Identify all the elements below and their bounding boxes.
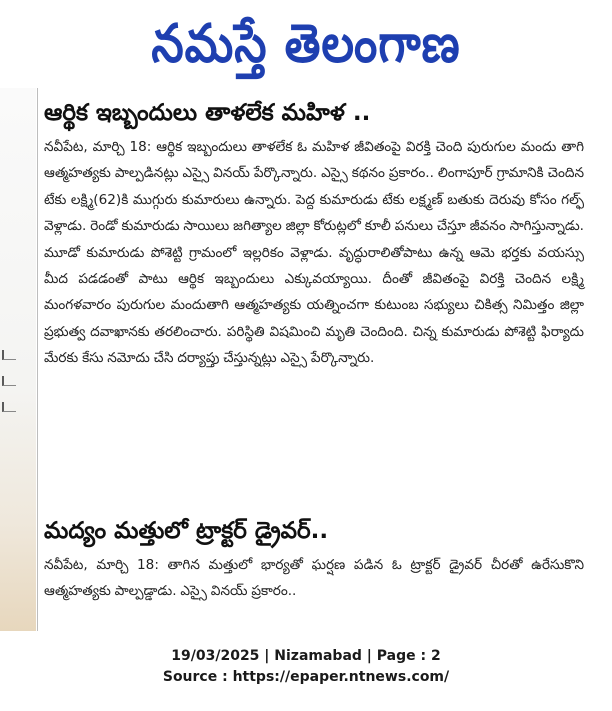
- newspaper-title: నమస్తే తెలంగాణ: [151, 11, 461, 75]
- article-2-headline: మద్యం మత్తులో ట్రాక్టర్ డ్రైవర్..: [44, 518, 329, 544]
- sliver-glyph: [2, 376, 16, 386]
- article-2-body: నవీపేట, మార్చి 18: తాగిన మత్తులో భార్యతో ఘర్షణ పడిన ఓ ట్రాక్టర్ డ్రైవర్ చీరతో ఉరేసుకొని ఆత్మహత్యకు పాల్పడ్డాడు. ఎస్సై వినయ్ ప్రకారం..: [44, 557, 584, 600]
- article-1: [44, 98, 584, 372]
- sliver-glyph: [2, 350, 16, 360]
- column-divider: [37, 88, 38, 631]
- masthead: [0, 0, 612, 86]
- article-1-body: నవీపేట, మార్చి 18: ఆర్థిక ఇబ్బందులు తాళలేక ఓ మహిళ జీవితంపై విరక్తి చెంది పురుగుల మందు తాగి ఆత్మహత్యకు పాల్పడినట్లు ఎస్సై వినయ్ పేర్కొన్నారు. ఎస్సై కథనం ప్రకారం.. లింగాపూర్ గ్రామానికి చెందిన టేకు లక్ష్మి(62)కి ముగ్గురు కుమారులు ఉన్నారు. పెద్ద కుమారుడు టేకు లక్ష్మణ్ బతుకు దెరువు కోసం గల్ఫ్ వెళ్లాడు. రెండో కుమారుడు సాయిలు జగిత్యాల జిల్లా కోరుట్లలో కూలీ పనులు చేస్తూ జీవనం సాగిస్తున్నాడు. మూడో కుమారుడు పోశెట్టి గ్రామంలో ఇల్లరికం వెళ్లాడు. వృద్ధురాలితోపాటు ఉన్న ఆమె భర్తకు వయస్సు మీద పడడంతో పాటు ఆర్థిక ఇబ్బందులు ఎక్కువయ్యాయి. దీంతో జీవితంపై విరక్తి చెందిన లక్ష్మి మంగళవారం పురుగుల మందుతాగి ఆత్మహత్యకు యత్నించగా కుటుంబ సభ్యులు చికిత్స నిమిత్తం జిల్లా ప్రభుత్వ దవాఖానకు తరలించారు. పరిస్థితి విషమించి మృతి చెందింది. చిన్న కుమారుడు పోశెట్టి ఫిర్యాదు మేరకు కేసు నమోదు చేసి దర్యాప్తు చేస్తున్నట్లు ఎస్సై పేర్కొన్నారు.: [44, 139, 584, 367]
- article-1-headline: ఆర్థిక ఇబ్బందులు తాళలేక మహిళ ..: [44, 100, 371, 126]
- article-2: [44, 516, 584, 605]
- newspaper-clipping: [0, 88, 604, 631]
- adjacent-column-sliver: [0, 88, 36, 631]
- sliver-glyph: [2, 402, 16, 412]
- edition-info: 19/03/2025 | Nizamabad | Page : 2: [171, 648, 441, 664]
- source-footer: [0, 646, 612, 688]
- source-url: Source : https://epaper.ntnews.com/: [162, 669, 450, 685]
